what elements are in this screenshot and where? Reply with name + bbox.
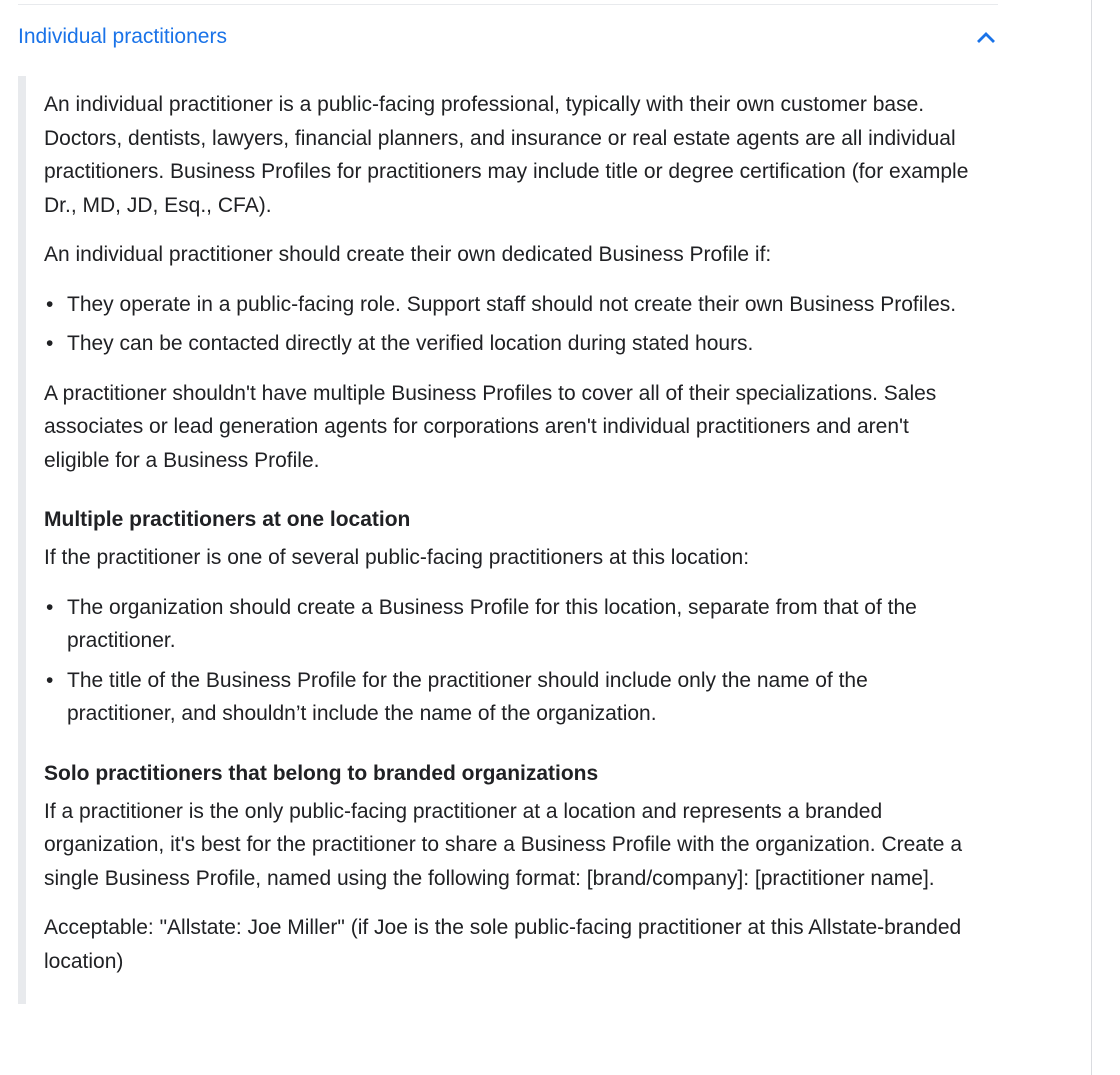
- list-item: • They can be contacted directly at the verified location during stated hours.: [44, 327, 978, 361]
- acceptable-example: Acceptable: "Allstate: Joe Miller" (if Joe is the sole public-facing practitioner at this Allstate-branded location): [44, 916, 962, 973]
- bullet-icon: •: [46, 668, 54, 692]
- solo-practitioners-heading: Solo practitioners that belong to branded organizations: [44, 761, 599, 785]
- chevron-up-icon[interactable]: [972, 23, 1000, 51]
- bullet-icon: •: [46, 595, 54, 619]
- accordion-header[interactable]: [18, 0, 998, 76]
- multiple-profiles-note: A practitioner shouldn't have multiple Business Profiles to cover all of their specializations. Sales associates or lead generation agents for corporations aren't individual practitioners and aren't eligible for a Business Profile.: [44, 381, 937, 472]
- solo-practitioners-paragraph: If a practitioner is the only public-facing practitioner at a location and represents a branded organization, it's best for the practitioner to share a Business Profile with the organization. Create a single Business Profile, named using the following format: [brand/company]: [practitioner name].: [44, 799, 963, 890]
- multiple-practitioners-heading: Multiple practitioners at one location: [44, 508, 411, 531]
- criteria-intro: An individual practitioner should create their own dedicated Business Profile if:: [44, 243, 772, 266]
- accordion-content: [18, 76, 998, 1004]
- bullet-icon: •: [46, 332, 54, 355]
- list-item: • The title of the Business Profile for the practitioner should include only the name of the practitioner, and shouldn’t include the name of the organization.: [44, 664, 978, 731]
- multiple-practitioners-intro: If the practitioner is one of several public-facing practitioners at this location:: [44, 546, 750, 569]
- intro-paragraph: An individual practitioner is a public-facing professional, typically with their own customer base. Doctors, dentists, lawyers, financial planners, and insurance or real estate agents are all individual practitioners. Business Profiles for practitioners may include title or degree certification (for example Dr., MD, JD, Esq., CFA).: [44, 93, 969, 217]
- accordion-individual-practitioners: [18, 0, 998, 1004]
- accordion-title[interactable]: Individual practitioners: [18, 24, 227, 48]
- bullet-icon: •: [46, 292, 54, 316]
- page-edge-divider: [1091, 0, 1092, 1075]
- criteria-list: [44, 288, 978, 361]
- multiple-practitioners-list: [44, 591, 978, 731]
- list-item: • They operate in a public-facing role. Support staff should not create their own Business Profiles.: [44, 288, 978, 322]
- list-item: • The organization should create a Business Profile for this location, separate from that of the practitioner.: [44, 591, 978, 658]
